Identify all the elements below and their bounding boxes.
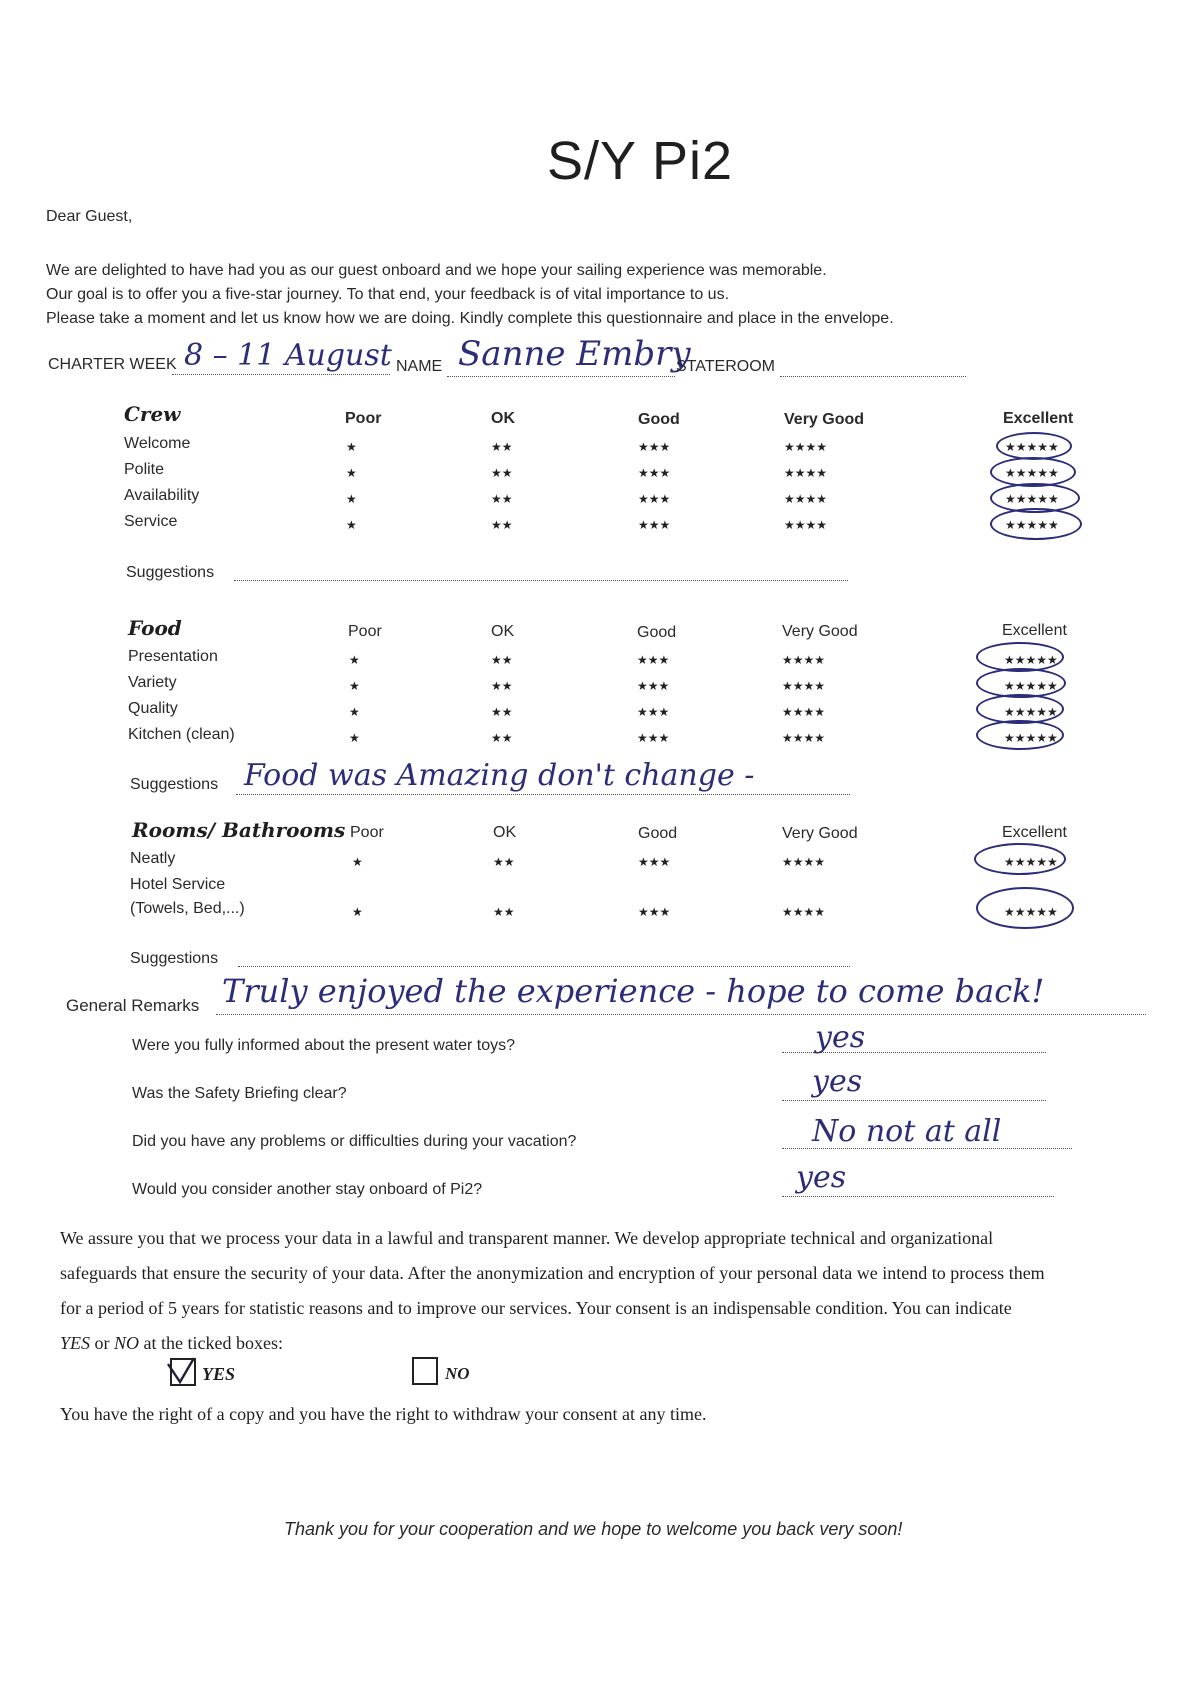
rating-good[interactable]: ★★★ [637, 653, 670, 667]
intro-line-1: We are delighted to have had you as our guest onboard and we hope your sailing experience was memorable. [46, 262, 827, 279]
rating-excellent[interactable]: ★★★★★ [1004, 705, 1058, 719]
food-suggestions-label: Suggestions [130, 776, 219, 793]
consent-rights: You have the right of a copy and you have the right to withdraw your consent at any time. [60, 1404, 707, 1424]
food-item-label: Variety [128, 674, 177, 691]
rating-poor[interactable]: ★ [346, 440, 357, 454]
food-section-title: Food [128, 616, 182, 640]
rating-excellent[interactable]: ★★★★★ [1004, 731, 1058, 745]
crew-header-poor: Poor [345, 410, 382, 427]
rooms-header-very-good: Very Good [782, 825, 858, 842]
name-line [447, 376, 675, 377]
rating-very-good[interactable]: ★★★★ [782, 731, 826, 745]
rating-ok[interactable]: ★★ [491, 466, 513, 480]
rating-ok[interactable]: ★★ [491, 653, 513, 667]
question-text: Would you consider another stay onboard of Pi2? [132, 1181, 483, 1198]
rating-poor[interactable]: ★ [346, 492, 357, 506]
rating-ok[interactable]: ★★ [491, 492, 513, 506]
rating-very-good[interactable]: ★★★★ [782, 905, 826, 919]
rooms-item-label: Hotel Service [130, 876, 226, 893]
rating-ok[interactable]: ★★ [491, 518, 513, 532]
rating-ok[interactable]: ★★ [491, 440, 513, 454]
rating-excellent[interactable]: ★★★★★ [1004, 855, 1058, 869]
food-item-label: Kitchen (clean) [128, 726, 235, 743]
name-value[interactable]: Sanne Embry [458, 334, 691, 374]
intro-line-3: Please take a moment and let us know how we are doing. Kindly complete this questionnaire and place in the envelope. [46, 310, 894, 327]
crew-header-excellent: Excellent [1003, 410, 1074, 427]
rating-very-good[interactable]: ★★★★ [782, 679, 826, 693]
rating-good[interactable]: ★★★ [637, 705, 670, 719]
name-label: NAME [396, 358, 443, 375]
rating-excellent[interactable]: ★★★★★ [1005, 466, 1059, 480]
crew-suggestions-line[interactable] [234, 580, 848, 581]
rating-very-good[interactable]: ★★★★ [782, 653, 826, 667]
selection-circle [976, 720, 1064, 750]
check-mark-icon [166, 1356, 196, 1386]
consent-no-label: NO [445, 1364, 470, 1383]
rating-ok[interactable]: ★★ [493, 855, 515, 869]
food-suggestions-value[interactable]: Food was Amazing don't change - [244, 758, 755, 793]
rooms-header-ok: OK [493, 824, 517, 841]
general-remarks-line[interactable] [216, 1014, 1146, 1015]
rating-poor[interactable]: ★ [349, 705, 360, 719]
food-header-good: Good [637, 624, 677, 641]
thank-you-footer: Thank you for your cooperation and we hope to welcome you back very soon! [284, 1519, 903, 1539]
charter-week-value[interactable]: 8 – 11 August [184, 338, 392, 373]
rating-very-good[interactable]: ★★★★ [784, 440, 828, 454]
rating-excellent[interactable]: ★★★★★ [1004, 653, 1058, 667]
rating-poor[interactable]: ★ [349, 679, 360, 693]
food-header-very-good: Very Good [782, 623, 858, 640]
rating-poor[interactable]: ★ [352, 905, 363, 919]
rating-good[interactable]: ★★★ [638, 855, 671, 869]
question-text: Was the Safety Briefing clear? [132, 1085, 347, 1102]
answer-value[interactable]: yes [815, 1020, 866, 1055]
consent-line-3: for a period of 5 years for statistic reasons and to improve our services. Your consent is an indispensable condition. You can indicate [60, 1298, 1012, 1318]
consent-yes-word: YES [60, 1333, 91, 1353]
rating-excellent[interactable]: ★★★★★ [1005, 440, 1059, 454]
rating-poor[interactable]: ★ [349, 731, 360, 745]
answer-value[interactable]: No not at all [812, 1114, 1002, 1149]
consent-yes-label: YES [202, 1364, 236, 1384]
rating-poor[interactable]: ★ [352, 855, 363, 869]
answer-line[interactable] [782, 1100, 1046, 1101]
rating-ok[interactable]: ★★ [491, 731, 513, 745]
question-text: Did you have any problems or difficulties during your vacation? [132, 1133, 577, 1150]
crew-item-label: Service [124, 513, 178, 530]
general-remarks-value[interactable]: Truly enjoyed the experience - hope to come back! [222, 972, 1045, 1010]
food-item-label: Quality [128, 700, 178, 717]
consent-no-word: NO [114, 1333, 140, 1353]
rooms-item-sublabel: (Towels, Bed,...) [130, 900, 245, 917]
food-header-excellent: Excellent [1002, 622, 1067, 639]
rating-excellent[interactable]: ★★★★★ [1005, 492, 1059, 506]
rating-good[interactable]: ★★★ [638, 905, 671, 919]
consent-yes-checkbox[interactable] [170, 1358, 196, 1386]
answer-value[interactable]: yes [812, 1064, 863, 1099]
rooms-suggestions-line[interactable] [238, 966, 850, 967]
salutation: Dear Guest, [46, 208, 133, 225]
food-item-label: Presentation [128, 648, 218, 665]
rooms-item-label: Neatly [130, 850, 176, 867]
consent-line-4-rest: at the ticked boxes: [139, 1333, 283, 1353]
selection-circle [996, 432, 1072, 460]
rating-poor[interactable]: ★ [346, 466, 357, 480]
question-text: Were you fully informed about the present water toys? [132, 1037, 516, 1054]
rating-very-good[interactable]: ★★★★ [782, 855, 826, 869]
rating-poor[interactable]: ★ [346, 518, 357, 532]
rating-ok[interactable]: ★★ [491, 705, 513, 719]
rooms-header-excellent: Excellent [1002, 824, 1067, 841]
crew-item-label: Welcome [124, 435, 191, 452]
rating-good[interactable]: ★★★ [637, 731, 670, 745]
consent-line-1: We assure you that we process your data in a lawful and transparent manner. We develop appropriate technical and organizational [60, 1228, 994, 1248]
rating-excellent[interactable]: ★★★★★ [1004, 905, 1058, 919]
crew-section-title: Crew [124, 402, 181, 426]
rating-ok[interactable]: ★★ [491, 679, 513, 693]
rating-ok[interactable]: ★★ [493, 905, 515, 919]
rating-very-good[interactable]: ★★★★ [784, 466, 828, 480]
page-title: S/Y Pi2 [546, 131, 734, 191]
intro-line-2: Our goal is to offer you a five-star journey. To that end, your feedback is of vital importance to us. [46, 286, 730, 303]
crew-suggestions-label: Suggestions [126, 564, 215, 581]
rooms-header-good: Good [638, 825, 678, 842]
charter-week-label: CHARTER WEEK [48, 356, 177, 373]
rooms-section-title: Rooms/ Bathrooms [132, 818, 346, 842]
selection-circle [974, 843, 1066, 875]
food-header-poor: Poor [348, 623, 382, 640]
food-header-ok: OK [491, 623, 515, 640]
crew-item-label: Polite [124, 461, 165, 478]
rating-good[interactable]: ★★★ [638, 440, 671, 454]
rating-poor[interactable]: ★ [349, 653, 360, 667]
consent-line-2: safeguards that ensure the security of your data. After the anonymization and encryption of your personal data we intend to process them [60, 1263, 1045, 1283]
rating-good[interactable]: ★★★ [638, 518, 671, 532]
rooms-header-poor: Poor [350, 824, 384, 841]
crew-header-good: Good [638, 411, 680, 428]
rooms-suggestions-label: Suggestions [130, 950, 219, 967]
crew-item-label: Availability [124, 487, 200, 504]
consent-line-4 [60, 1333, 283, 1354]
stateroom-line [780, 376, 966, 377]
rating-excellent[interactable]: ★★★★★ [1005, 518, 1059, 532]
answer-value[interactable]: yes [796, 1160, 847, 1195]
selection-circle [976, 887, 1074, 929]
charter-week-line [172, 374, 390, 375]
rating-very-good[interactable]: ★★★★ [782, 705, 826, 719]
answer-line[interactable] [782, 1196, 1054, 1197]
food-suggestions-line[interactable] [236, 794, 850, 795]
consent-no-checkbox[interactable] [412, 1357, 438, 1385]
consent-or-word: or [90, 1333, 115, 1353]
crew-header-ok: OK [491, 410, 515, 427]
rating-very-good[interactable]: ★★★★ [784, 492, 828, 506]
rating-good[interactable]: ★★★ [638, 466, 671, 480]
selection-circle [990, 508, 1082, 540]
rating-very-good[interactable]: ★★★★ [784, 518, 828, 532]
rating-good[interactable]: ★★★ [638, 492, 671, 506]
rating-good[interactable]: ★★★ [637, 679, 670, 693]
stateroom-label: STATEROOM [676, 358, 775, 375]
rating-excellent[interactable]: ★★★★★ [1004, 679, 1058, 693]
crew-header-very-good: Very Good [784, 411, 865, 428]
general-remarks-label: General Remarks [66, 996, 200, 1015]
